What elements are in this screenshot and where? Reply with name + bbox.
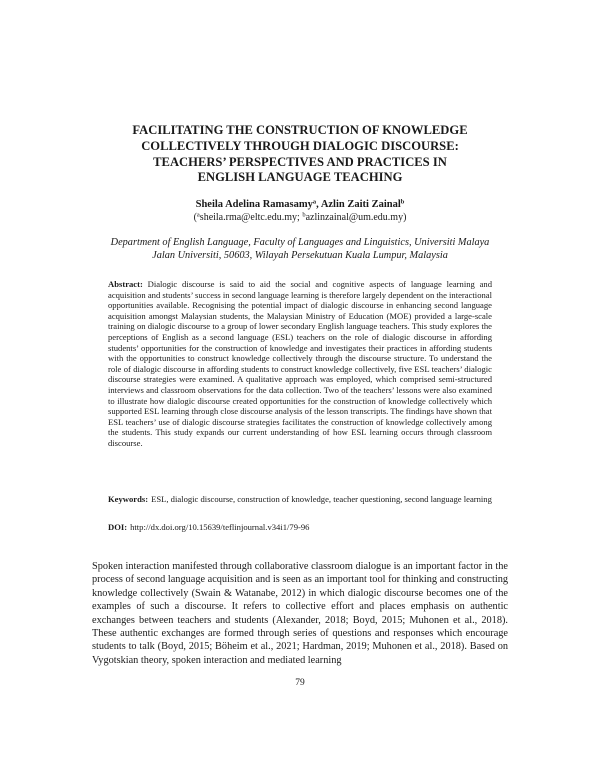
author-emails bbox=[100, 211, 500, 224]
affiliation-line: Department of English Language, Faculty of Languages and Linguistics, Universiti Malaya bbox=[110, 237, 490, 248]
author-name: Sheila Adelina Ramasamy bbox=[195, 199, 313, 210]
affiliation-line: Jalan Universiti, 50603, Wilayah Persekutuan Kuala Lumpur, Malaysia bbox=[152, 250, 448, 262]
doi-label: DOI: bbox=[108, 522, 128, 532]
author-separator: , bbox=[316, 199, 321, 210]
title-line: ENGLISH LANGUAGE TEACHING bbox=[197, 170, 403, 185]
title-line: FACILITATING THE CONSTRUCTION OF KNOWLEDGE bbox=[132, 123, 468, 137]
keywords-label: Keywords: bbox=[108, 494, 149, 504]
doi-link[interactable]: http://dx.doi.org/10.15639/teflinjournal.v34i1/79-96 bbox=[130, 522, 310, 532]
paper-title bbox=[100, 123, 500, 186]
author-list bbox=[100, 198, 500, 211]
author-affiliation-mark: b bbox=[400, 198, 405, 206]
page-number: 79 bbox=[295, 678, 305, 688]
email-affiliation-mark: b bbox=[302, 211, 306, 219]
email-address: azlinzainal@um.edu.my bbox=[305, 212, 404, 223]
author-affiliation-mark: a bbox=[312, 198, 317, 206]
keywords bbox=[108, 494, 492, 505]
abstract bbox=[108, 279, 492, 449]
email-affiliation-mark: a bbox=[196, 211, 200, 219]
email-open-paren: ( bbox=[193, 212, 197, 223]
keywords-text: ESL, dialogic discourse, construction of knowledge, teacher questioning, second language learning bbox=[151, 494, 492, 504]
title-line: COLLECTIVELY THROUGH DIALOGIC DISCOURSE: bbox=[141, 138, 459, 153]
author-name: Azlin Zaiti Zainal bbox=[320, 199, 401, 210]
email-close-paren: ) bbox=[403, 212, 407, 223]
email-address: sheila.rma@eltc.edu.my; bbox=[199, 212, 303, 223]
abstract-text: Dialogic discourse is said to aid the social and cognitive aspects of language learning and acquisition and students’ success in second language learning is therefore largely dependent on the interactional opportunities available. Recognising the potential impact of dialogic discourse in enhancing second language acquisition amongst Malaysian students, the Malaysian Ministry of Education (MOE) provided a large-scale training on dialogic discourse to a group of lower secondary English language teachers. This study explores the perceptions of English as a second language (ESL) teachers on the role of dialogic discourse in affording students’ opportunities for the construction of knowledge and investigates their practices in affording students with the opportunities to construct knowledge collectively through the discourse structure. To understand the role of dialogic discourse in affording students to construct knowledge collectively, five ESL teachers’ dialogic discourse strategies were examined. A qualitative approach was employed, which comprised semi-structured interviews and classroom observations for the data collection. Two of the teachers’ lessons were also examined to illustrate how dialogic discourse created opportunities for the construction of knowledge collectively which supported ESL learning through close discourse analysis of the lesson transcripts. The findings have shown that ESL teachers’ use of dialogic discourse strategies facilitates the construction of knowledge collectively among the students. This study expands our current understanding of how ESL learning occurs through classroom discourse. bbox=[108, 279, 492, 448]
abstract-label: Abstract: bbox=[108, 279, 143, 289]
affiliation bbox=[100, 236, 500, 263]
body-paragraph: Spoken interaction manifested through collaborative classroom dialogue is an important factor in the process of second language acquisition and is seen as an important tool for thinking and constructing knowledge collectively (Swain & Watanabe, 2012) in which dialogic discourse becomes one of the examples of such a discourse. It refers to collective effort and places emphasis on authentic exchanges between teachers and students (Alexander, 2018; Boyd, 2015; Muhonen et al., 2018). These authentic exchanges are formed through series of questions and responses which encourage students to talk (Boyd, 2015; Böheim et al., 2021; Hardman, 2019; Muhonen et al., 2018). Based on Vygotskian theory, spoken interaction and mediated learning bbox=[92, 561, 508, 666]
doi bbox=[108, 522, 492, 533]
title-line: TEACHERS’ PERSPECTIVES AND PRACTICES IN bbox=[153, 154, 447, 169]
